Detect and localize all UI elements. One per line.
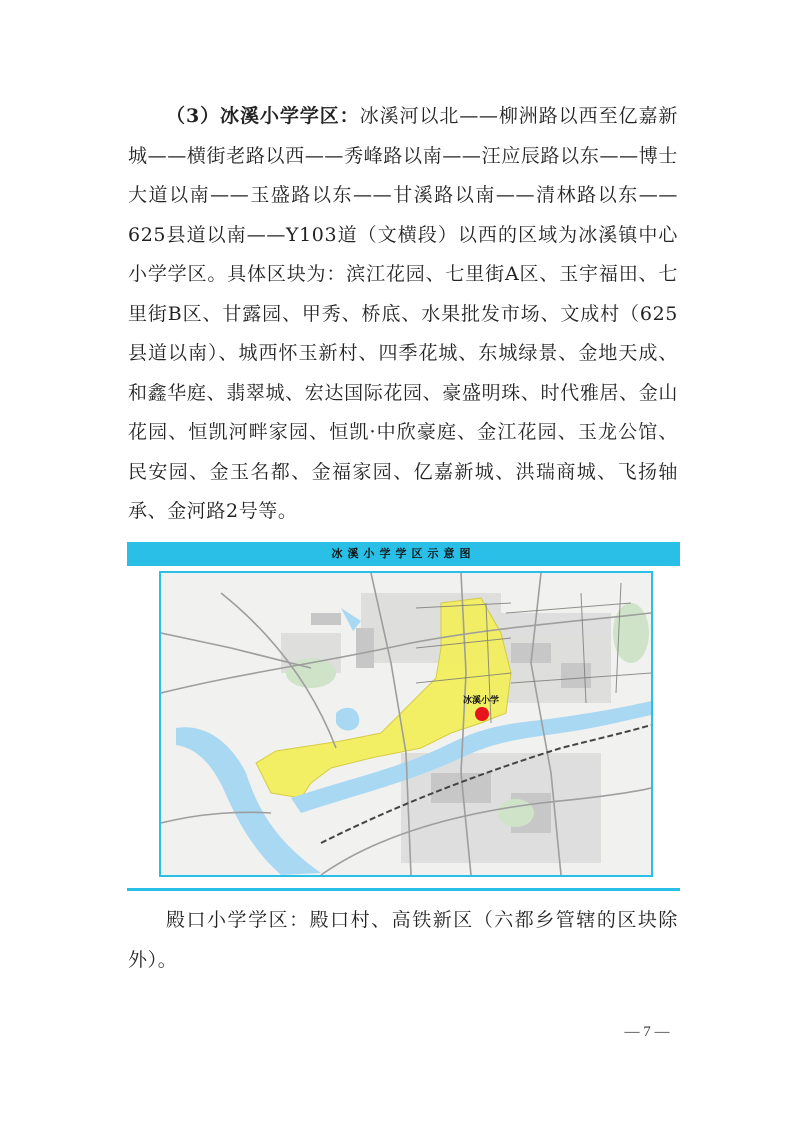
section-heading: （3）冰溪小学学区： (166, 105, 360, 127)
section-body: 冰溪河以北——柳洲路以西至亿嘉新城——横街老路以西——秀峰路以南——汪应辰路以东——博士大道以南——玉盛路以东——甘溪路以南——清林路以东——625县道以南——Y103道（文横段）以西的区域为冰溪镇中心小学学区。具体区块为：滨江花园、七里街A区、玉宇福田、七里街B区、甘露园、甲秀、桥底、水果批发市场、文成村（625县道以南）、城西怀玉新村、四季花城、东城绿景、金地天成、和鑫华庭、翡翠城、宏达国际花园、豪盛明珠、时代雅居、金山花园、恒凯河畔家园、恒凯·中欣豪庭、金江花园、玉龙公馆、民安园、金玉名都、金福家园、亿嘉新城、洪瑞商城、飞扬轴承、金河路2号等。 (128, 105, 678, 522)
lake (336, 708, 359, 731)
school-marker (475, 707, 489, 721)
school-label: 冰溪小学 (463, 696, 500, 706)
section-paragraph (128, 97, 678, 532)
dianka-paragraph: 殿口小学学区：殿口村、高铁新区（六都乡管辖的区块除外）。 (128, 909, 678, 971)
district-map (159, 571, 653, 877)
map-graphic (161, 573, 651, 875)
page-number: — 7 — (624, 1024, 670, 1040)
map-title: 冰溪小学学区示意图 (127, 542, 680, 566)
map-bottom-rule (127, 888, 680, 891)
